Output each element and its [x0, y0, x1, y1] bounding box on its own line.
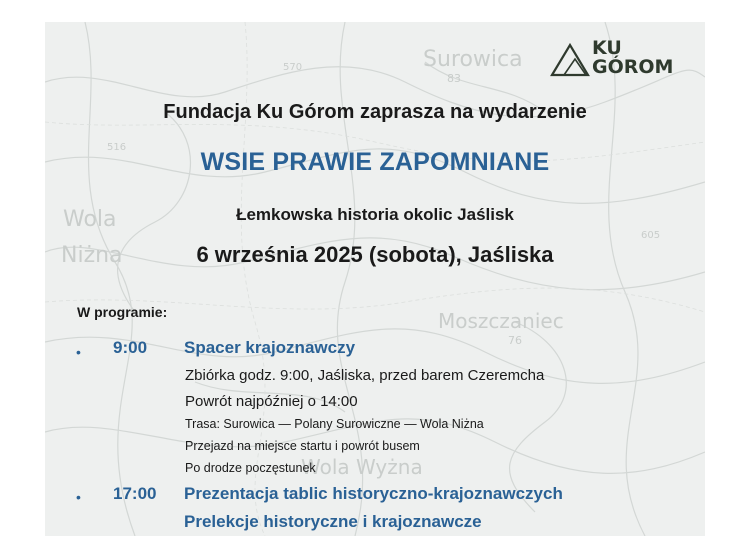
program-item-title: Spacer krajoznawczy [184, 338, 356, 357]
event-date: 6 września 2025 (sobota), Jaśliska [196, 242, 554, 267]
map-label-nizna: Niżna [61, 243, 123, 268]
map-peak-570: 570 [283, 62, 303, 73]
event-title: WSIE PRAWIE ZAPOMNIANE [200, 148, 550, 176]
event-subtitle: Łemkowska historia okolic Jaślisk [236, 205, 514, 224]
map-label-moszczaniec: Moszczaniec [438, 309, 564, 333]
map-label-surowica: Surowica [423, 47, 523, 72]
program-item-time: 9:00 [113, 338, 148, 357]
program-item-note: Po drodze poczęstunek [185, 461, 316, 475]
map-peak-605: 605 [641, 230, 661, 241]
bullet-icon: • [76, 344, 81, 360]
program-item-note: Przejazd na miejsce startu i powrót busem [185, 439, 420, 453]
topographic-map-background [45, 22, 705, 536]
program-item-detail: Powrót najpóźniej o 14:00 [185, 393, 358, 410]
mountain-logo-icon [550, 41, 590, 79]
logo-text [592, 39, 673, 77]
map-label-wola-wyzna: Wola Wyżna [301, 455, 423, 479]
map-peak-516: 516 [107, 142, 127, 153]
invitation-page [45, 22, 705, 536]
bullet-icon: • [76, 489, 81, 505]
program-item-time: 17:00 [113, 484, 157, 503]
program-item-subtitle: Prelekcje historyczne i krajoznawcze [184, 512, 482, 531]
program-item-title: Prezentacja tablic historyczno-krajoznawczych [184, 484, 563, 503]
map-label-surowica-number: 83 [447, 72, 461, 85]
program-item-detail: Zbiórka godz. 9:00, Jaśliska, przed barem Czeremcha [185, 367, 545, 384]
map-label-wola: Wola [63, 207, 117, 232]
program-item-note: Trasa: Surowica — Polany Surowiczne — Wola Niżna [185, 417, 484, 431]
logo-text-line2: GÓROM [592, 56, 674, 78]
map-label-moszczaniec-number: 76 [508, 334, 522, 347]
logo-text-line1: KU [592, 37, 622, 59]
program-heading: W programie: [77, 304, 168, 320]
intro-heading: Fundacja Ku Górom zaprasza na wydarzenie [163, 101, 587, 123]
ku-gorom-logo [550, 39, 690, 81]
